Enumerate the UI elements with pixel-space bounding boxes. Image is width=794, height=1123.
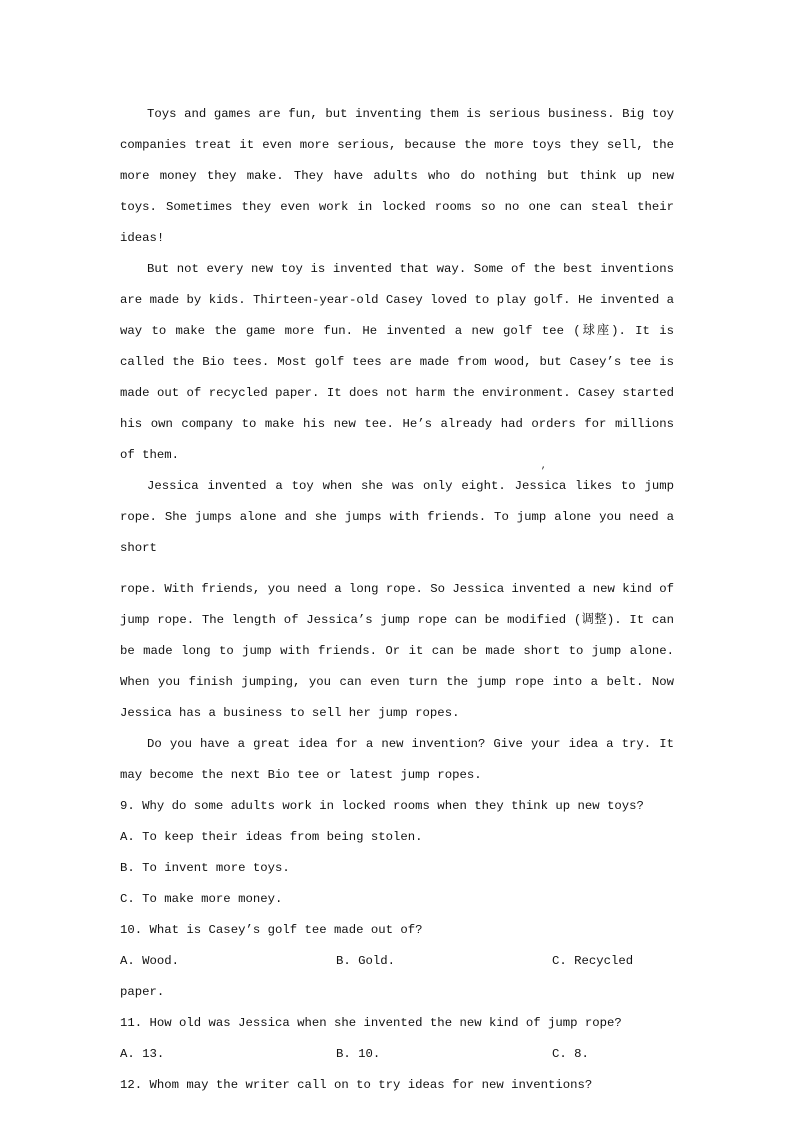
question-11-option-a: A. 13. — [120, 1047, 165, 1061]
question-10-option-a: A. Wood. — [120, 954, 180, 968]
question-10-stem: 10. What is Casey’s golf tee made out of? — [120, 923, 423, 937]
question-9-option-a: A. To keep their ideas from being stolen. — [120, 830, 423, 844]
passage-paragraph-2: But not every new toy is invented that way. Some of the best inventions are made by kids. Thirteen-year-old Casey loved to play golf. He invented a way to make the game more fun. He invented a new golf tee (球座). It is called the Bio tees. Most golf tees are made from wood, but Casey’s tee is made out of recycled paper. It does not harm the environment. Casey started his own company to make his new tee. He’s already had orders for millions of them. — [120, 262, 674, 462]
question-11-option-c: C. 8. — [552, 1047, 589, 1061]
question-10-option-b: B. Gold. — [336, 954, 396, 968]
passage-paragraph-1: Toys and games are fun, but inventing them is serious business. Big toy companies treat it even more serious, because the more toys they sell, the more money they make. They have adults who do nothing but think up new toys. Sometimes they even work in locked rooms so no one can steal their ideas! — [120, 107, 674, 245]
passage-paragraph-3a: Jessica invented a toy when she was only eight. Jessica likes to jump rope. She jumps alone and she jumps with friends. To jump alone you need a short — [120, 479, 674, 555]
question-11-options — [120, 1039, 674, 1070]
question-12-stem: 12. Whom may the writer call on to try ideas for new inventions? — [120, 1078, 593, 1092]
question-10-option-c: C. Recycled — [552, 954, 634, 968]
question-10-option-c-continued: paper. — [120, 985, 165, 999]
question-9-stem: 9. Why do some adults work in locked rooms when they think up new toys? — [120, 799, 644, 813]
question-9-option-b: B. To invent more toys. — [120, 861, 290, 875]
passage-paragraph-3b: rope. With friends, you need a long rope. So Jessica invented a new kind of jump rope. The length of Jessica’s jump rope can be modified (调整). It can be made long to jump with friends. Or it can be made short to jump alone. When you finish jumping, you can even turn the jump rope into a belt. Now Jessica has a business to sell her jump ropes. — [120, 582, 674, 720]
document-page — [120, 0, 674, 1101]
question-10-options — [120, 946, 674, 977]
question-9-option-c: C. To make more money. — [120, 892, 283, 906]
stray-comma-mark: , — [541, 461, 547, 471]
question-11-stem: 11. How old was Jessica when she invented the new kind of jump rope? — [120, 1016, 622, 1030]
question-11-option-b: B. 10. — [336, 1047, 381, 1061]
passage-paragraph-4: Do you have a great idea for a new invention? Give your idea a try. It may become the next Bio tee or latest jump ropes. — [120, 737, 674, 782]
